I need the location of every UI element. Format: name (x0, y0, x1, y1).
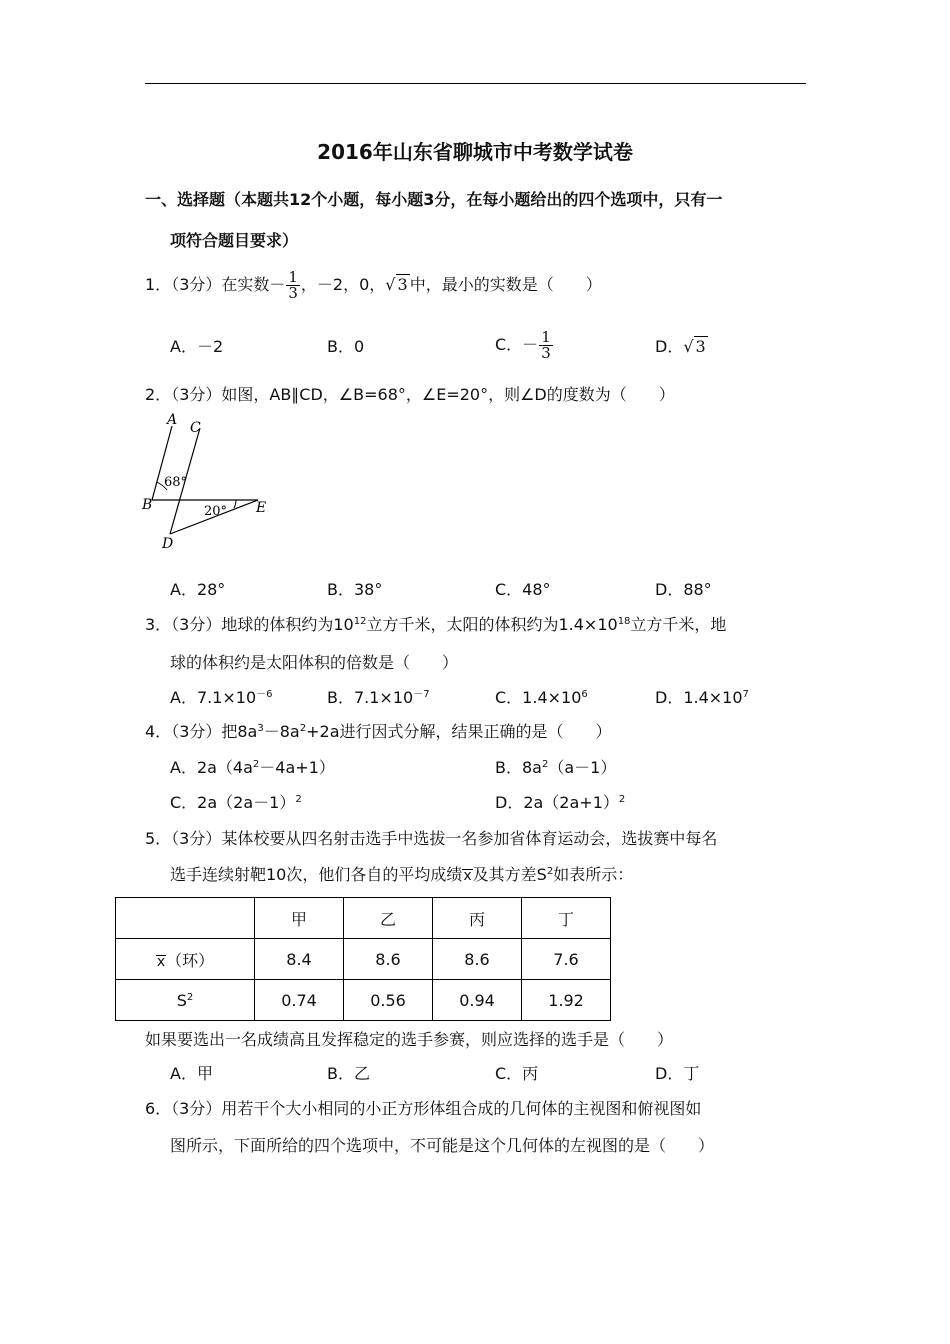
fraction: $\frac{1}{3}$ (541, 328, 551, 362)
table-cell: 1.92 (522, 980, 611, 1021)
q3-option-a[interactable]: A．$7.1\times 10^{-6}$ (170, 688, 273, 707)
label-c: C (190, 420, 201, 436)
table-cell: 0.94 (433, 980, 522, 1021)
table-cell: 8.4 (255, 939, 344, 980)
sqrt-symbol: √ 3 (683, 337, 706, 356)
question-3-cont: 球的体积约是太阳体积的倍数是（ ） (170, 653, 459, 672)
q4-option-d[interactable]: D．$2a(2a+1)^2$ (495, 793, 626, 812)
question-5: 5．（3分）某体校要从四名射击选手中选拔一名参加省体育运动会，选拔赛中每名 (145, 829, 718, 848)
q5-option-c[interactable]: C．丙 (495, 1064, 539, 1083)
table-header-cell: 丙 (433, 898, 522, 939)
table-row (116, 980, 611, 1021)
section-heading-cont: 项符合题目要求） (170, 231, 299, 250)
question-6: 6．（3分）用若干个大小相同的小正方形体组合成的几何体的主视图和俯视图如 (145, 1099, 702, 1118)
q1-option-a[interactable]: A．－2 (170, 337, 224, 356)
q2-option-d[interactable]: D．88° (655, 580, 712, 599)
table-header-cell (116, 898, 255, 939)
question-3: 3．（3分）地球的体积约为$10^{12}$立方千米，太阳的体积约为$1.4\times 10^{18}$立方千米，地 (145, 615, 727, 634)
table-header-cell: 乙 (344, 898, 433, 939)
q5-option-a[interactable]: A．甲 (170, 1064, 213, 1083)
table-cell: 7.6 (522, 939, 611, 980)
table-row-label: x（环） (116, 939, 255, 980)
label-angle-e: 20° (204, 504, 228, 519)
table-cell: 8.6 (433, 939, 522, 980)
table-header-cell: 甲 (255, 898, 344, 939)
q3-option-d[interactable]: D．$1.4\times 10^7$ (655, 688, 749, 707)
q1-option-b[interactable]: B．0 (327, 337, 365, 356)
section-heading: 一、选择题（本题共12个小题，每小题3分，在每小题给出的四个选项中，只有一 (145, 190, 723, 209)
q5-option-b[interactable]: B．乙 (327, 1064, 370, 1083)
angle-e-arc (234, 500, 236, 508)
label-b: B (142, 497, 153, 513)
label-angle-b: 68° (164, 475, 188, 490)
q1-option-d[interactable]: D．√ 3 (655, 337, 706, 356)
q2-option-a[interactable]: A．28° (170, 580, 226, 599)
table-header-cell: 丁 (522, 898, 611, 939)
table-row-label: $S^2$ (116, 980, 255, 1021)
fraction: $\frac{1}{3}$ (288, 268, 298, 302)
label-d: D (162, 536, 174, 552)
label-e: E (256, 500, 267, 516)
sqrt-symbol: √ 3 (385, 275, 408, 294)
q1-option-c[interactable]: C．－ $\frac{1}{3}$ (495, 328, 551, 362)
table-cell: 0.74 (255, 980, 344, 1021)
q4-option-c[interactable]: C．$2a(2a-1)^2$ (170, 793, 302, 812)
q4-option-a[interactable]: A．$2a(4a^2-4a+1)$ (170, 758, 335, 777)
x-bar-symbol: x (463, 868, 472, 884)
q4-option-b[interactable]: B．$8a^2(a-1)$ (495, 758, 617, 777)
label-a: A (167, 412, 178, 428)
header-rule (145, 83, 806, 84)
table-row (116, 898, 611, 939)
question-4: 4．（3分）把$8a^3-8a^2+2a$进行因式分解，结果正确的是（ ） (145, 722, 612, 741)
question-2: 2．（3分）如图，AB∥CD，∠B=68°，∠E=20°，则∠D的度数为（ ） (145, 385, 675, 404)
question-1: 1．（3分）在实数－ $\frac{1}{3}$ ，－2，0，√ 3 中，最小的实数是（ ） (145, 268, 602, 302)
page-title: 2016年山东省聊城市中考数学试卷 (317, 140, 633, 164)
q5-option-d[interactable]: D．丁 (655, 1064, 700, 1083)
table-cell: 8.6 (344, 939, 433, 980)
question-5-cont: 选手连续射靶10次，他们各自的平均成绩x及其方差$S^2$如表所示： (170, 865, 634, 884)
q2-option-c[interactable]: C．48° (495, 580, 551, 599)
q2-figure (140, 412, 275, 552)
table-cell: 0.56 (344, 980, 433, 1021)
question-5-after: 如果要选出一名成绩高且发挥稳定的选手参赛，则应选择的选手是（ ） (145, 1030, 674, 1049)
table-row (116, 939, 611, 980)
question-6-cont: 图所示，下面所给的四个选项中，不可能是这个几何体的左视图的是（ ） (170, 1136, 715, 1155)
q3-option-b[interactable]: B．$7.1\times 10^{-7}$ (327, 688, 430, 707)
q3-option-c[interactable]: C．$1.4\times 10^6$ (495, 688, 588, 707)
q2-option-b[interactable]: B．38° (327, 580, 383, 599)
score-table (115, 897, 611, 1021)
